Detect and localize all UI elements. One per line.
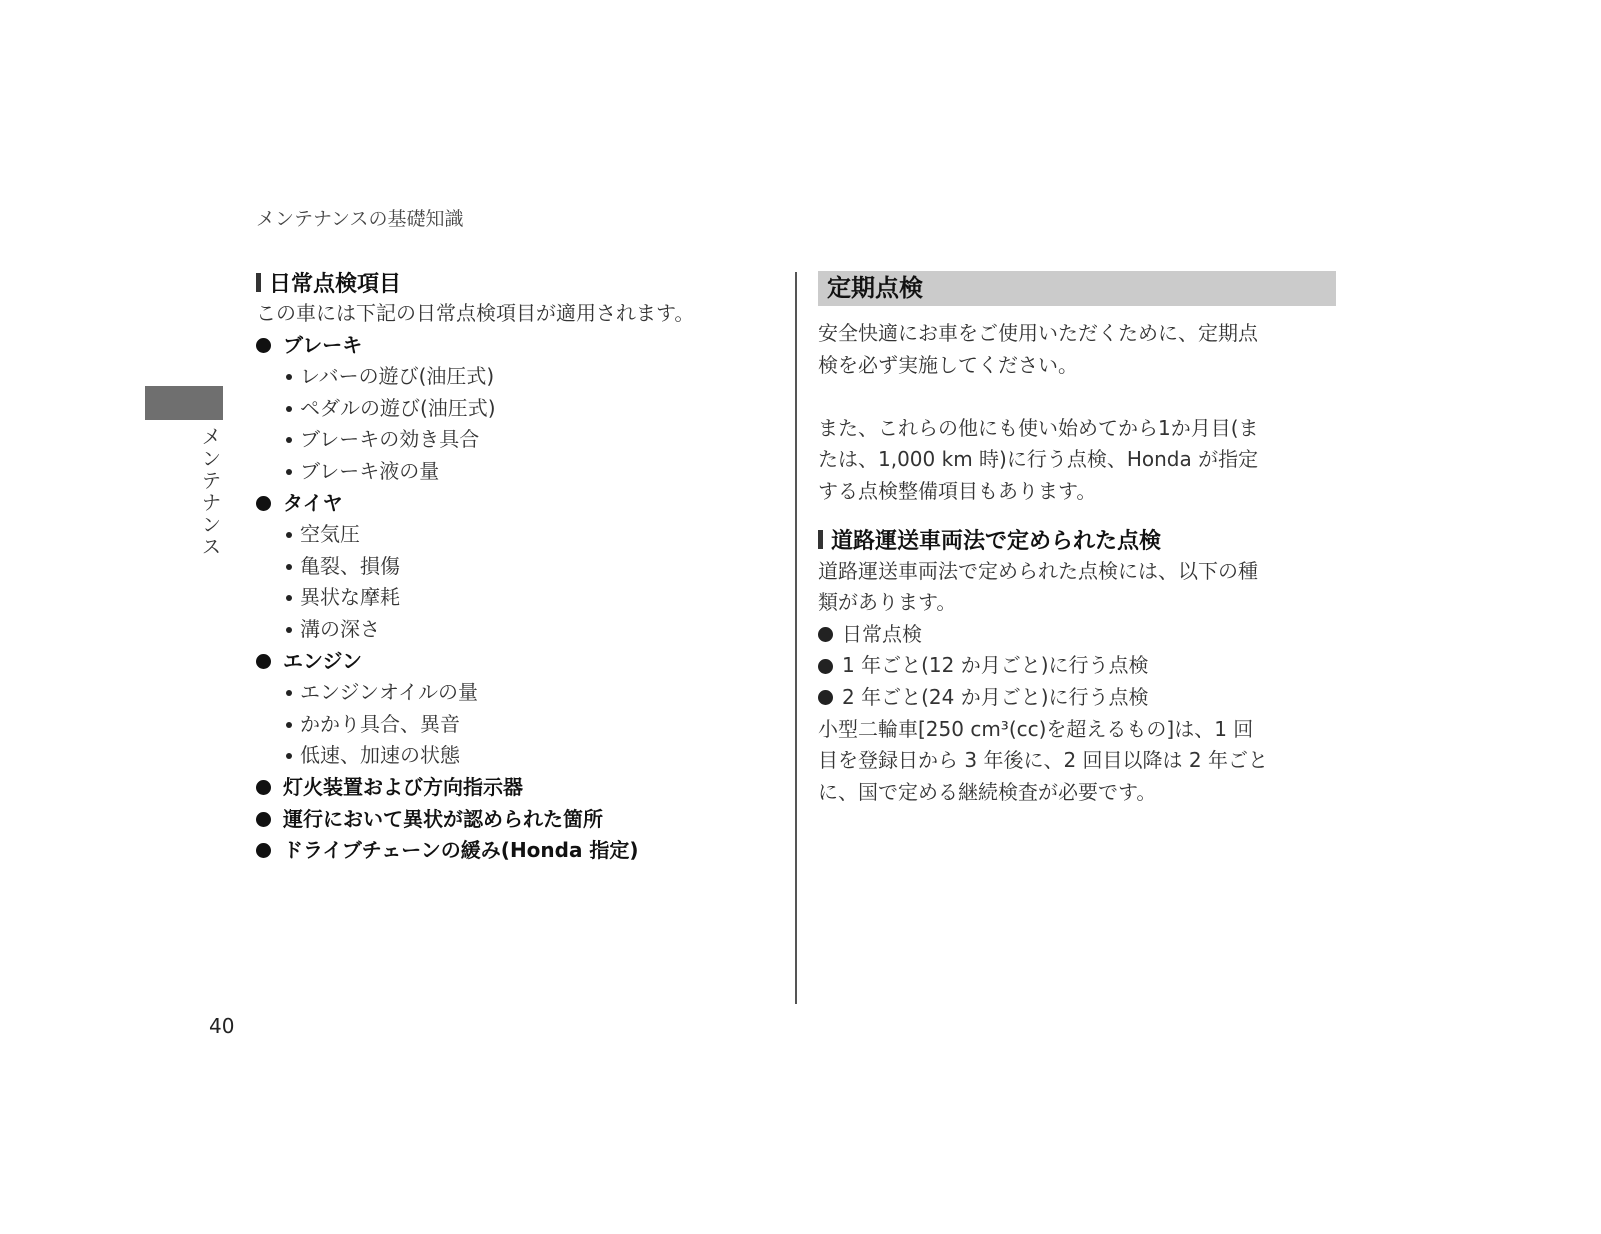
small-bullet-icon bbox=[286, 753, 292, 759]
bullet-icon bbox=[256, 812, 271, 827]
list-item-text: 亀裂、損傷 bbox=[300, 553, 400, 578]
bullet-icon bbox=[256, 843, 271, 858]
list-item-text: かかり具合、異音 bbox=[300, 711, 460, 736]
list-item-text: 2 年ごと(24 か月ごと)に行う点検 bbox=[842, 684, 1149, 709]
list-item bbox=[256, 361, 776, 393]
list-item bbox=[818, 682, 1336, 714]
right-column bbox=[818, 271, 1336, 808]
list-item-text: レバーの遊び(油圧式) bbox=[300, 364, 495, 389]
list-item bbox=[256, 709, 776, 741]
small-bullet-icon bbox=[286, 437, 292, 443]
list-item bbox=[256, 614, 776, 646]
bullet-icon bbox=[818, 627, 833, 642]
list-item bbox=[256, 519, 776, 551]
group-title-text: 灯火装置および方向指示器 bbox=[283, 774, 523, 799]
list-item-text: エンジンオイルの量 bbox=[300, 680, 478, 705]
small-bullet-icon bbox=[286, 564, 292, 570]
paragraph-line: する点検整備項目もあります。 bbox=[818, 478, 1097, 503]
list-item-text: ペダルの遊び(油圧式) bbox=[300, 395, 496, 420]
bullet-icon bbox=[256, 654, 271, 669]
list-item-text: 日常点検 bbox=[842, 621, 922, 646]
list-item-text: 空気圧 bbox=[300, 522, 360, 547]
group-title bbox=[256, 804, 776, 836]
list-item bbox=[256, 456, 776, 488]
list-item bbox=[256, 551, 776, 583]
list-item bbox=[256, 677, 776, 709]
list-item-text: 1 年ごと(12 か月ごと)に行う点検 bbox=[842, 653, 1149, 678]
road-vehicle-act-heading bbox=[818, 524, 1336, 556]
heading-bar-icon bbox=[818, 530, 823, 549]
paragraph-line: たは、1,000 km 時)に行う点検、Honda が指定 bbox=[818, 447, 1259, 472]
paragraph-line: また、これらの他にも使い始めてから1か月目(ま bbox=[818, 415, 1259, 440]
paragraph-line: 目を登録日から 3 年後に、2 回目以降は 2 年ごと bbox=[818, 748, 1268, 773]
group-title-text: 運行において異状が認められた箇所 bbox=[283, 806, 603, 831]
paragraph-line: 道路運送車両法で定められた点検には、以下の種 bbox=[818, 558, 1258, 583]
small-bullet-icon bbox=[286, 469, 292, 475]
list-item bbox=[256, 582, 776, 614]
list-item bbox=[818, 650, 1336, 682]
section-title: 定期点検 bbox=[818, 271, 1336, 306]
heading-bar-icon bbox=[256, 273, 261, 292]
left-column bbox=[256, 266, 776, 867]
small-bullet-icon bbox=[286, 690, 292, 696]
group-title bbox=[256, 646, 776, 678]
paragraph-line: 安全快適にお車をご使用いただくために、定期点 bbox=[818, 321, 1258, 345]
bullet-icon bbox=[818, 690, 833, 705]
list-item bbox=[256, 393, 776, 425]
list-item bbox=[256, 424, 776, 456]
small-bullet-icon bbox=[286, 406, 292, 412]
paragraph-line: 類があります。 bbox=[818, 590, 957, 615]
group-title bbox=[256, 772, 776, 804]
heading-text: 日常点検項目 bbox=[269, 271, 402, 297]
heading-text: 道路運送車両法で定められた点検 bbox=[831, 529, 1162, 555]
paragraph-line: 小型二輪車[250 cm³(cc)を超えるもの]は、1 回 bbox=[818, 716, 1254, 741]
running-head: メンテナンスの基礎知識 bbox=[256, 208, 464, 230]
group-title-text: ブレーキ bbox=[283, 332, 363, 357]
section-tab-label: メンテナンス bbox=[198, 426, 222, 558]
section-tab-marker bbox=[145, 386, 223, 420]
group-title-text: エンジン bbox=[283, 648, 362, 673]
group-title-text: ドライブチェーンの緩み(Honda 指定) bbox=[283, 838, 639, 863]
paragraph-line: に、国で定める継続検査が必要です。 bbox=[818, 779, 1157, 804]
daily-inspection-heading bbox=[256, 266, 776, 298]
list-item bbox=[818, 619, 1336, 651]
bullet-icon bbox=[256, 780, 271, 795]
small-bullet-icon bbox=[286, 595, 292, 601]
list-item-text: ブレーキの効き具合 bbox=[300, 427, 480, 452]
group-title bbox=[256, 330, 776, 362]
intro-text: この車には下記の日常点検項目が適用されます。 bbox=[256, 301, 695, 325]
list-item-text: 低速、加速の状態 bbox=[300, 743, 460, 768]
small-bullet-icon bbox=[286, 532, 292, 538]
small-bullet-icon bbox=[286, 722, 292, 728]
list-item bbox=[256, 740, 776, 772]
group-title bbox=[256, 835, 776, 867]
column-divider bbox=[795, 272, 797, 1004]
list-item-text: ブレーキ液の量 bbox=[300, 458, 440, 483]
group-title-text: タイヤ bbox=[283, 490, 343, 515]
paragraph-line: 検を必ず実施してください。 bbox=[818, 352, 1078, 377]
list-item-text: 異状な摩耗 bbox=[300, 585, 400, 610]
bullet-icon bbox=[256, 338, 271, 353]
bullet-icon bbox=[256, 496, 271, 511]
small-bullet-icon bbox=[286, 374, 292, 380]
list-item-text: 溝の深さ bbox=[300, 616, 380, 641]
bullet-icon bbox=[818, 659, 833, 674]
small-bullet-icon bbox=[286, 627, 292, 633]
group-title bbox=[256, 488, 776, 520]
page-number: 40 bbox=[209, 1014, 235, 1038]
